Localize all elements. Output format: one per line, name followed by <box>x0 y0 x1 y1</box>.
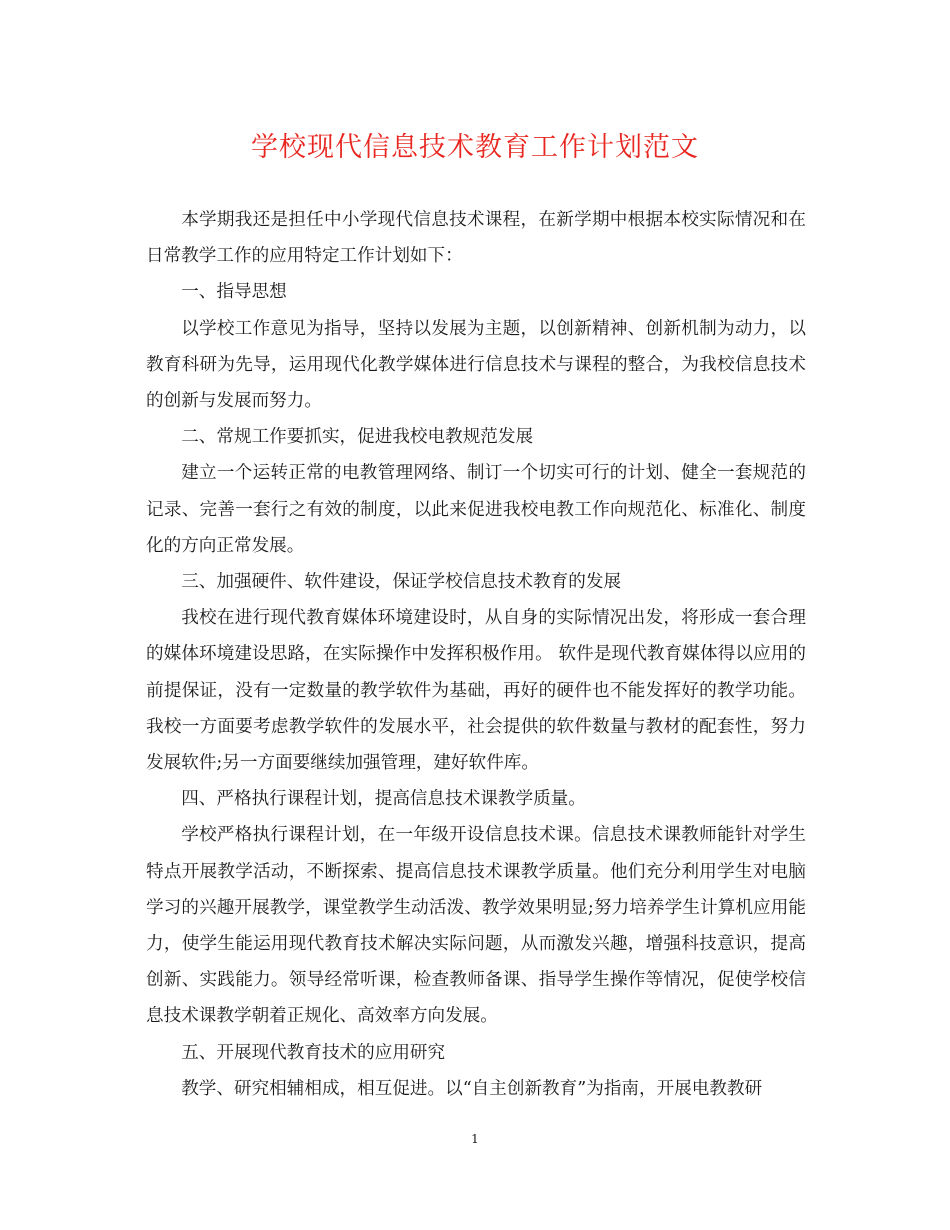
paragraph-intro: 本学期我还是担任中小学现代信息技术课程，在新学期中根据本校实际情况和在日常教学工作的应用特定工作计划如下： <box>146 210 806 267</box>
page-number: 1 <box>471 1132 479 1146</box>
paragraph-application-research: 教学、研究相辅相成，相互促进。以“自主创新教育”为指南，开展电教教研 <box>181 1078 763 1099</box>
paragraph-guiding-ideology: 以学校工作意见为指导，坚持以发展为主题，以创新精神、创新机制为动力，以教育科研为先导，运用现代化教学媒体进行信息技术与课程的整合，为我校信息技术的创新与发展而努力。 <box>146 318 806 412</box>
document-title: 学校现代信息技术教育工作计划范文 <box>251 132 699 163</box>
heading-hardware-software: 三、加强硬件、软件建设，保证学校信息技术教育的发展 <box>181 572 622 593</box>
heading-course-plan: 四、严格执行课程计划，提高信息技术课教学质量。 <box>181 789 586 810</box>
paragraph-hardware-software: 我校在进行现代教育媒体环境建设时，从自身的实际情况出发，将形成一套合理的媒体环境建设思路，在实际操作中发挥积极作用。 软件是现代教育媒体得以应用的前提保证，没有一定数量的教学软件为基础，再好的硬件也不能发挥好的教学功能。我校一方面要考虑教学软件的发展水平，社会提供的软件数量与教材的配套性，努力发展软件;另一方面要继续加强管理，建好软件库。 <box>146 608 806 774</box>
paragraph-routine-work: 建立一个运转正常的电教管理网络、制订一个切实可行的计划、健全一套规范的记录、完善一套行之有效的制度，以此来促进我校电教工作向规范化、标准化、制度化的方向正常发展。 <box>146 463 806 556</box>
paragraph-course-plan: 学校严格执行课程计划，在一年级开设信息技术课。信息技术课教师能针对学生特点开展教学活动，不断探索、提高信息技术课教学质量。他们充分利用学生对电脑学习的兴趣开展教学，课堂教学生动活泼、教学效果明显;努力培养学生计算机应用能力，使学生能运用现代教育技术解决实际问题，从而激发兴趣，增强科技意识，提高创新、实践能力。领导经常听课，检查教师备课、指导学生操作等情况，促使学校信息技术课教学朝着正规化、高效率方向发展。 <box>146 825 806 1027</box>
heading-application-research: 五、开展现代教育技术的应用研究 <box>181 1042 446 1063</box>
heading-routine-work: 二、常规工作要抓实，促进我校电教规范发展 <box>181 427 534 448</box>
heading-guiding-ideology: 一、指导思想 <box>181 282 287 303</box>
document-body <box>146 202 806 1107</box>
